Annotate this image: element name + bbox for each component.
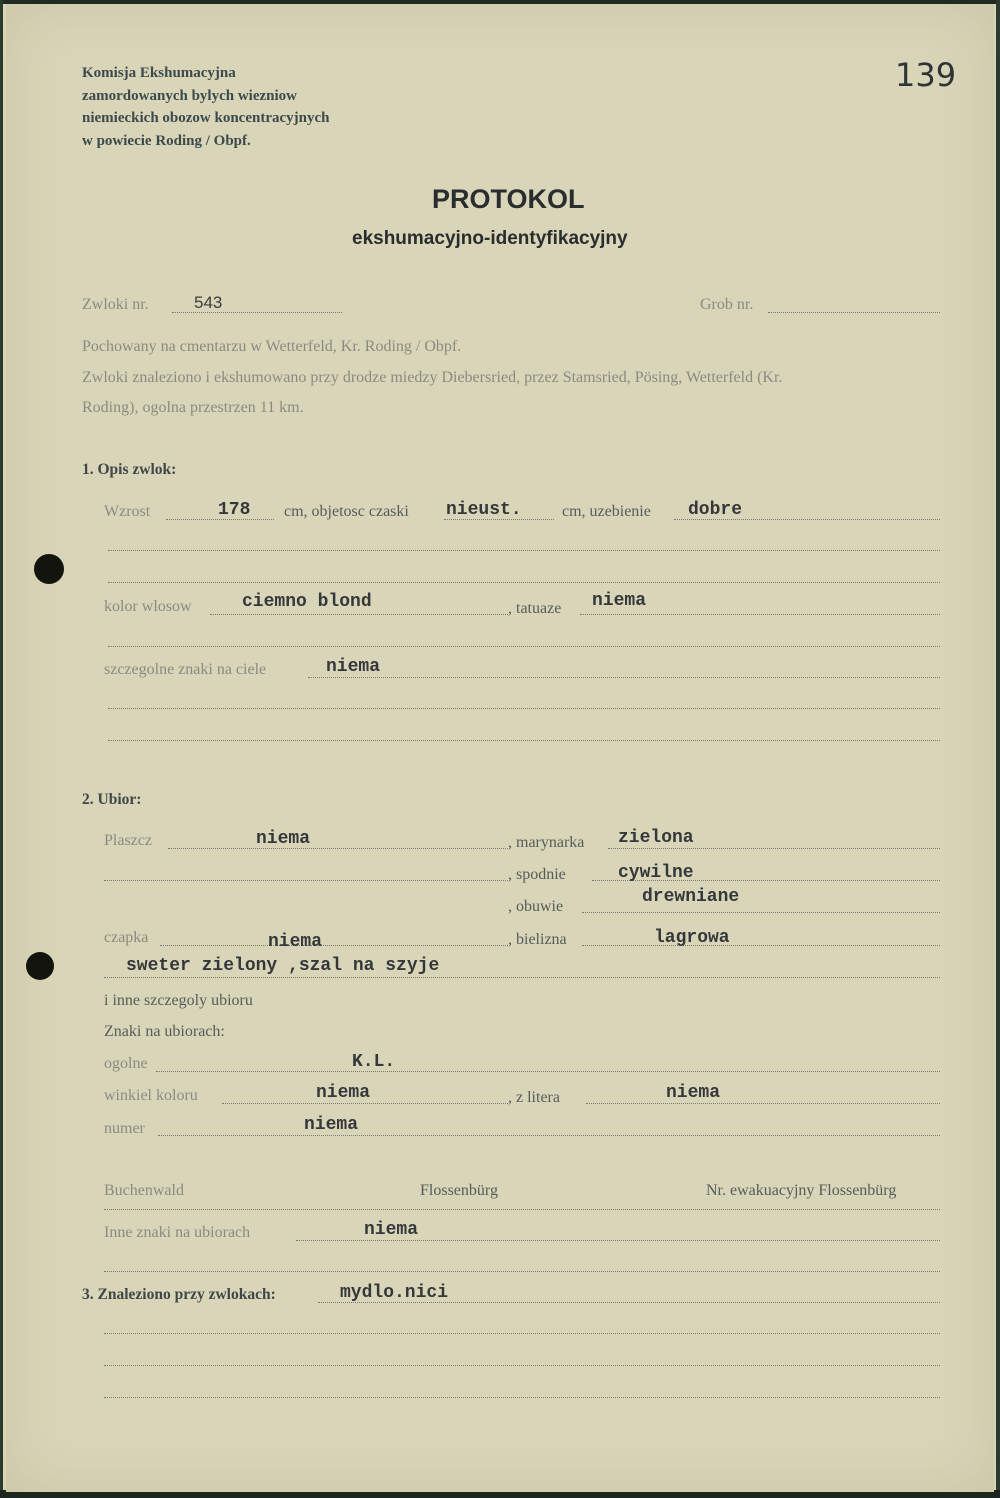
teeth-label: cm, uzebienie bbox=[562, 503, 651, 520]
section-2-heading: 2. Ubior: bbox=[82, 791, 142, 808]
punch-hole-bottom bbox=[26, 952, 54, 980]
scan-edge-right bbox=[996, 0, 1000, 1498]
number-label: numer bbox=[104, 1120, 145, 1137]
coat-value: niema bbox=[256, 829, 311, 849]
coat-label: Plaszcz bbox=[104, 832, 152, 849]
section-1-heading: 1. Opis zwlok: bbox=[82, 461, 177, 478]
flossenburg-label: Flossenbürg bbox=[420, 1182, 498, 1199]
height-value: 178 bbox=[218, 500, 251, 520]
skull-value: nieust. bbox=[446, 500, 522, 520]
other-clothing-marks-value: niema bbox=[364, 1220, 419, 1240]
general-marks-value: K.L. bbox=[352, 1052, 396, 1072]
tattoo-value: niema bbox=[592, 591, 647, 611]
other-clothing-marks-label: Inne znaki na ubiorach bbox=[104, 1224, 251, 1241]
underwear-label: , bielizna bbox=[508, 931, 567, 948]
found-items-value: mydlo.nici bbox=[340, 1283, 449, 1303]
trousers-label: , spodnie bbox=[508, 866, 566, 883]
other-clothing-value: sweter zielony ,szal na szyje bbox=[126, 956, 440, 976]
letter-label: , z litera bbox=[508, 1089, 560, 1106]
triangle-color-value: niema bbox=[316, 1083, 371, 1103]
punch-hole-top bbox=[34, 554, 64, 584]
page-number: 139 bbox=[895, 56, 957, 94]
shoes-value: drewniane bbox=[642, 887, 740, 907]
tattoo-label: , tatuaze bbox=[508, 600, 562, 617]
letter-value: niema bbox=[666, 1083, 721, 1103]
header-line-4: w powiecie Roding / Obpf. bbox=[82, 132, 251, 149]
other-clothing-label: i inne szczegoly ubioru bbox=[104, 992, 253, 1009]
evacuation-number-label: Nr. ewakuacyjny Flossenbürg bbox=[706, 1182, 897, 1199]
hair-color-value: ciemno blond bbox=[242, 592, 372, 612]
document-subtitle: ekshumacyjno-identyfikacyjny bbox=[352, 228, 628, 249]
header-line-2: zamordowanych bylych wiezniow bbox=[82, 87, 297, 104]
scan-edge-left bbox=[0, 0, 3, 1498]
general-marks-label: ogolne bbox=[104, 1055, 148, 1072]
underwear-value: lagrowa bbox=[654, 928, 730, 948]
jacket-label: , marynarka bbox=[508, 834, 585, 851]
cap-value: niema bbox=[268, 932, 323, 952]
burial-text: Pochowany na cmentarzu w Wetterfeld, Kr. Roding / Obpf. bbox=[82, 338, 462, 355]
body-number-label: Zwloki nr. bbox=[82, 296, 149, 313]
jacket-value: zielona bbox=[618, 828, 694, 848]
header-line-3: niemieckich obozow koncentracyjnych bbox=[82, 110, 330, 126]
number-value: niema bbox=[304, 1115, 359, 1135]
document-title: PROTOKOL bbox=[432, 184, 585, 214]
grave-number-label: Grob nr. bbox=[700, 296, 754, 313]
clothing-marks-heading: Znaki na ubiorach: bbox=[104, 1023, 225, 1040]
cap-label: czapka bbox=[104, 929, 149, 946]
header-line-1: Komisja Ekshumacyjna bbox=[82, 65, 236, 81]
shoes-label: , obuwie bbox=[508, 898, 564, 915]
height-label: Wzrost bbox=[104, 503, 151, 520]
body-number-value: 543 bbox=[194, 293, 223, 312]
body-marks-label: szczegolne znaki na ciele bbox=[104, 661, 267, 678]
triangle-color-label: winkiel koloru bbox=[104, 1087, 198, 1104]
section-3-heading: 3. Znaleziono przy zwlokach: bbox=[82, 1286, 276, 1303]
commission-header bbox=[82, 62, 329, 152]
body-marks-value: niema bbox=[326, 657, 381, 677]
skull-label: cm, objetosc czaski bbox=[284, 503, 409, 520]
trousers-value: cywilne bbox=[618, 863, 694, 883]
found-text-line-2: Roding), ogolna przestrzen 11 km. bbox=[82, 399, 304, 416]
teeth-value: dobre bbox=[688, 500, 743, 520]
buchenwald-label: Buchenwald bbox=[104, 1182, 184, 1199]
found-text-line-1: Zwloki znaleziono i ekshumowano przy drodze miedzy Diebersried, przez Stamsried, Pösing, Wetterfeld (Kr. bbox=[82, 369, 783, 386]
hair-color-label: kolor wlosow bbox=[104, 598, 192, 615]
